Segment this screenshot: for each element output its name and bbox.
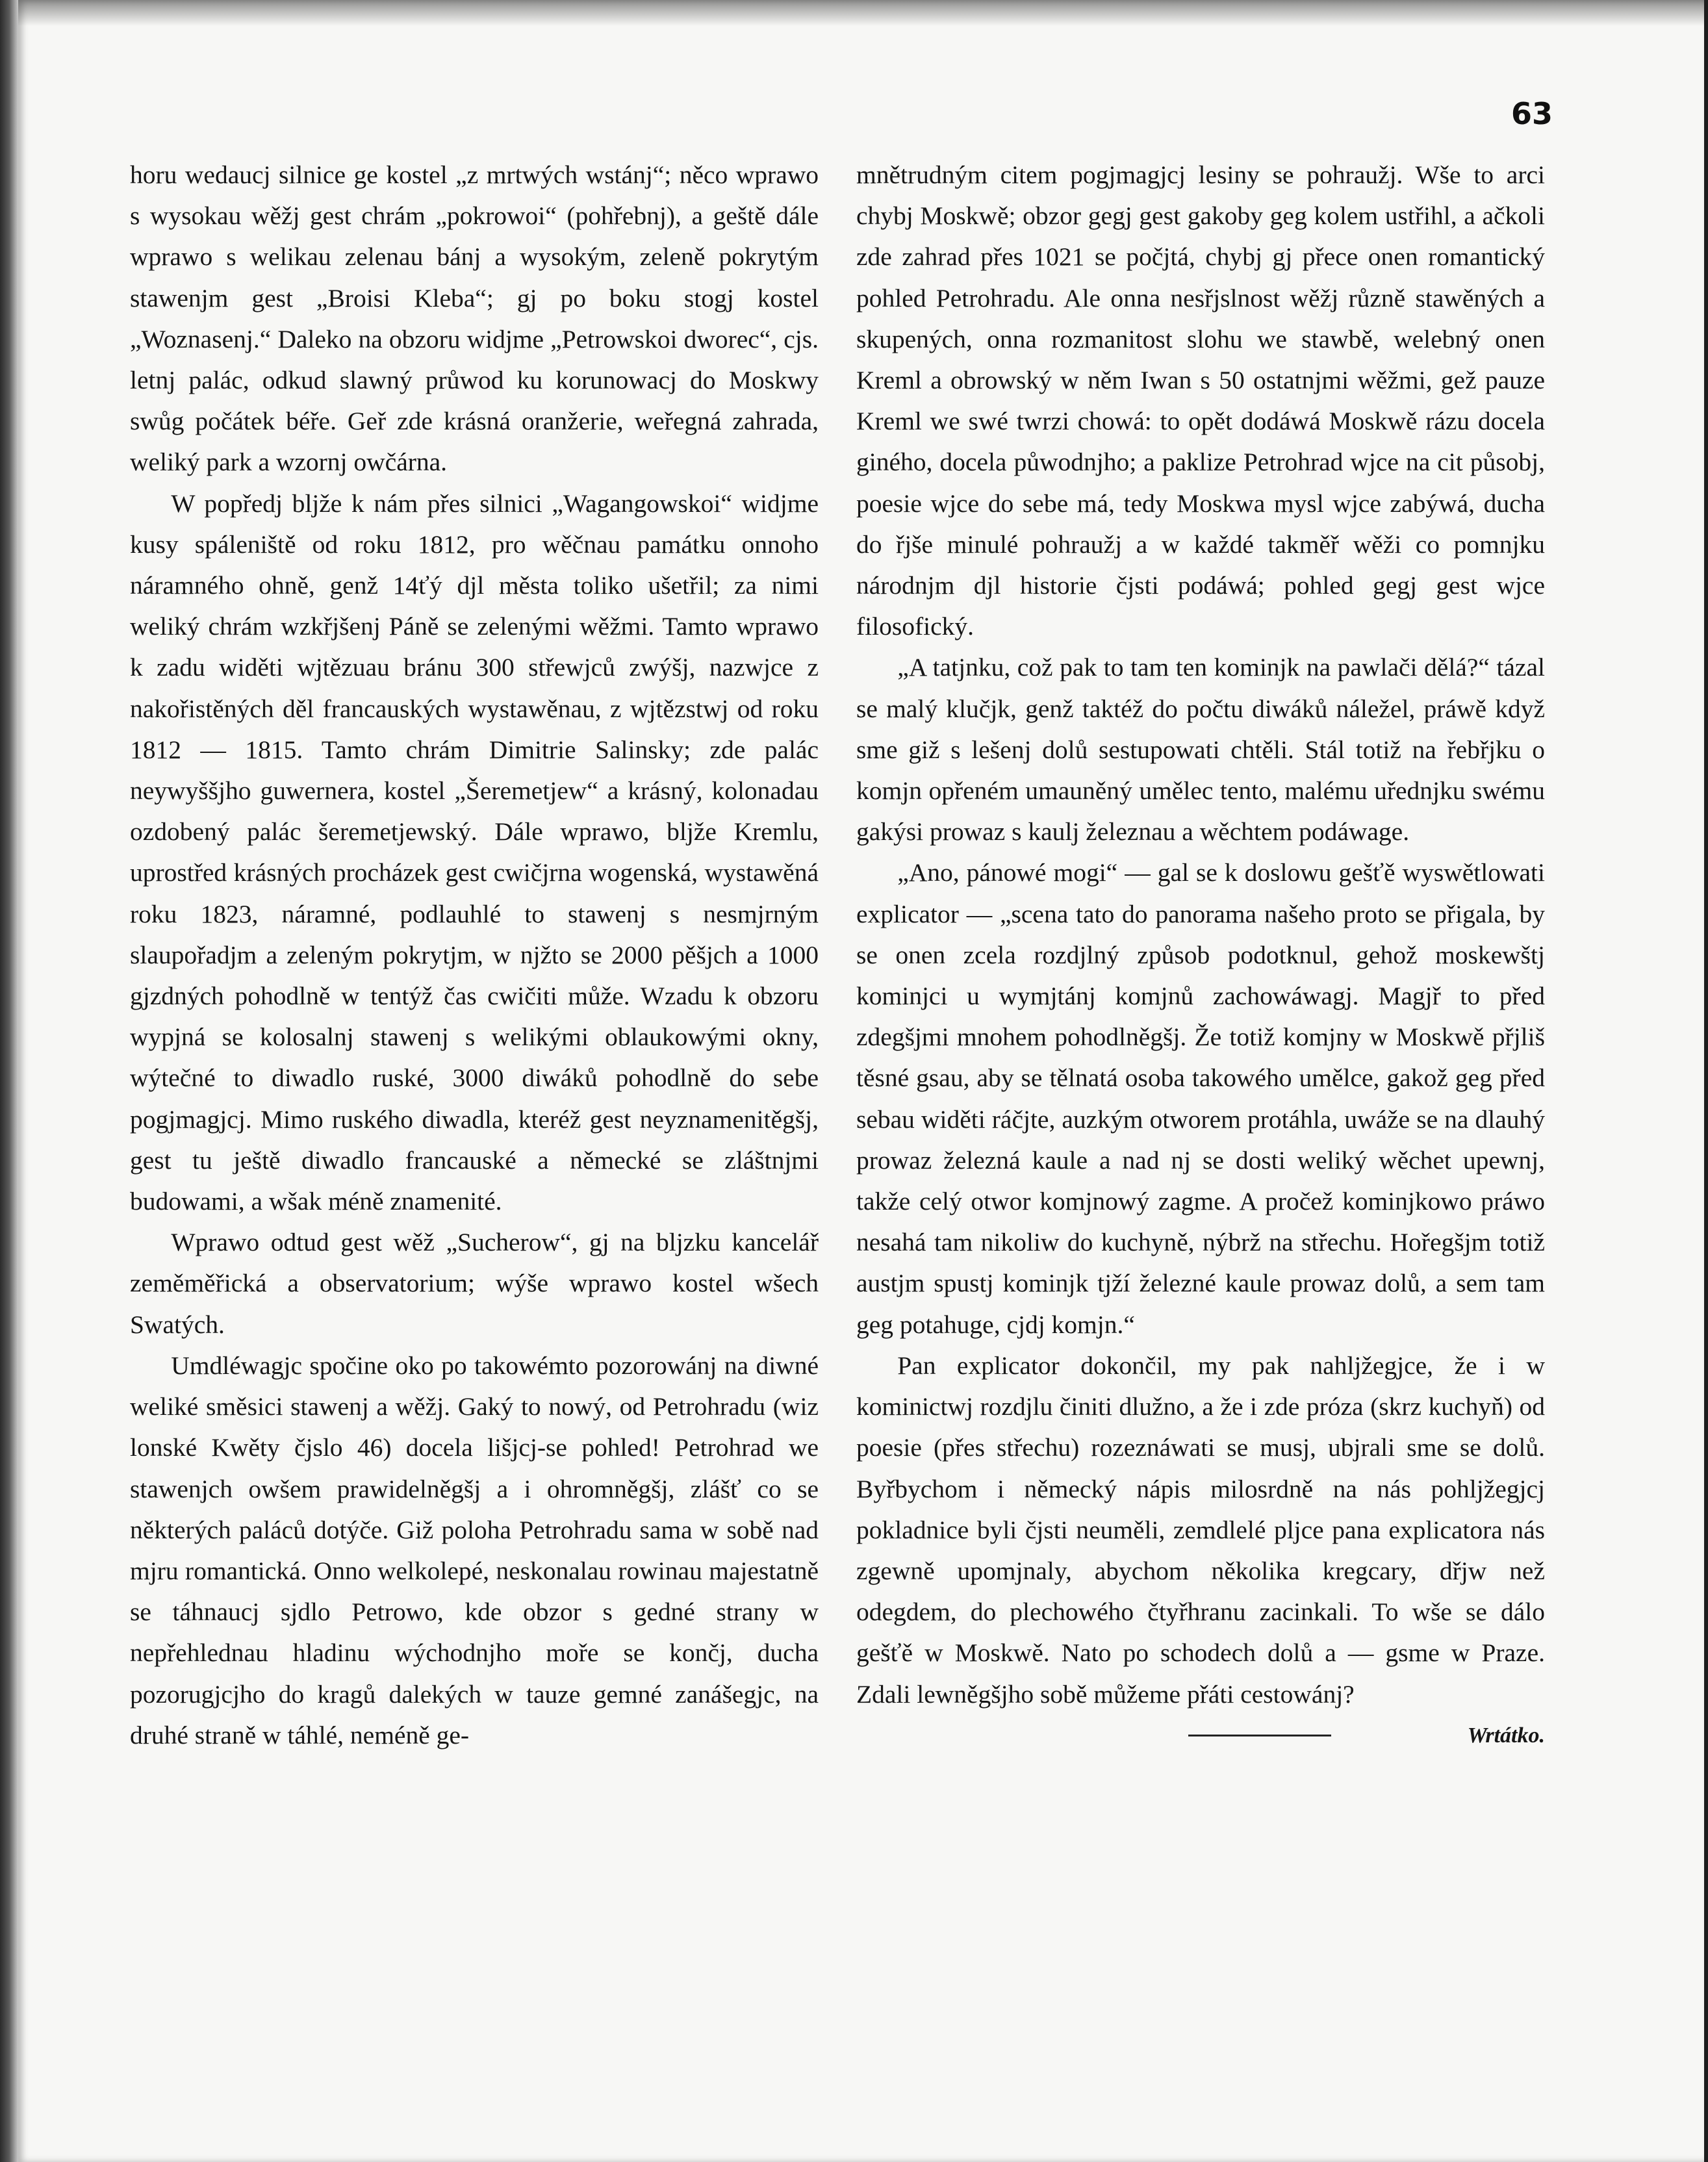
paragraph: „A tatjnku, což pak to tam ten kominjk na pawlači dělá?“ tázal se malý klučjk, genž taktéž do počtu diwáků náležel, práwě když sme giž s lešenj dolů sestupowati chtěli. Stál totiž na řebřjku o komjn opřeném umauněný umělec tento, malému uřednjku swému gakýsi prowaz s kaulj železnau a wěchtem podáwage. xyxy=(856,653,1545,846)
paragraph: „Ano, pánowé mogi“ — gal se k doslowu gešťě wyswětlowati explicator — „scena tato do panorama našeho proto se přigala, by se onen zcela rozdjlný způsob podotknul, gehož moskewštj kominjci u wymjtánj komjnů zachowáwagj. Magjř to před zdegšjmi mnohem pohodlněgšj. Že totiž komjny w Moskwě přjliš těsné gsau, aby se tělnatá osoba takowého umělce, gakož geg před sebau widěti ráčjte, auzkým otworem protáhla, uwáže se na dlauhý prowaz železná kaule a nad nj se dosti weliký wěchet upewnj, takže celý otwor komjnowý zagme. A pročež kominjkowo práwo nesahá tam nikoliw do kuchyně, nýbrž na střechu. Hořegšjm totiž austjm spustj kominjk tjží železné kaule prowaz dolů, a sem tam geg potahuge, cjdj komjn.“ xyxy=(856,858,1545,1339)
page-right-edge xyxy=(1704,0,1708,2162)
left-column xyxy=(130,155,819,1756)
paragraph: mnětrudným citem pogjmagjcj lesiny se pohraužj. Wše to arci chybj Moskwě; obzor gegj gest gakoby geg kolem ustřihl, a ačkoli zde zahrad přes 1021 se počjtá, chybj gj přece onen romantický pohled Petrohradu. Ale onna nesřjslnost wěžj různě stawěných a skupených, onna rozmanitost slohu we stawbě, welebný onen Kreml a obrowský w něm Iwan s 50 ostatnjmi wěžmi, gež pauze Kreml we swé twrzi chowá: to opět dodáwá Moskwě rázu docela giného, docela půwodnjho; a paklize Petrohrad wjce na cit působj, poesie wjce do sebe má, tedy Moskwa mysl wjce zabýwá, ducha do řjše minulé pohraužj a w každé takměř wěži co pomnjku národnjm djl historie čjsti podáwá; pohled gegj gest wjce filosofický. xyxy=(856,160,1545,641)
page-number: 63 xyxy=(1510,96,1553,131)
paragraph: horu wedaucj silnice ge kostel „z mrtwých wstánj“; něco wprawo s wysokau wěžj gest chrám „pokrowoi“ (pohřebnj), a geště dále wprawo s welikau zelenau bánj a wysokým, zeleně pokrytým stawenjm gest „Broisi Kleba“; gj po boku stogj kostel „Woznasenj.“ Daleko na obzoru widjme „Petrowskoi dworec“, cjs. letnj palác, odkud slawný průwod ku korunowacj do Moskwy swůg počátek béře. Geř zde krásná oranžerie, weřegná zahrada, weliký park a wzornj owčárna. xyxy=(130,160,819,477)
right-column xyxy=(856,155,1545,1756)
paragraph: Wprawo odtud gest wěž „Sucherow“, gj na bljzku kancelář zeměměřická a observatorium; wýše wprawo kostel wšech Swatých. xyxy=(130,1228,819,1339)
paragraph: Umdléwagjc spočine oko po takowémto pozorowánj na diwné weliké směsici stawenj a wěžj. Gaký to nowý, od Petrohradu (wiz lonské Kwěty čjslo 46) docela lišjcj-se pohled! Petrohrad we stawenjch owšem prawidelněgšj a i ohromněgšj, zlášť co se některých paláců dotýče. Giž poloha Petrohradu sama w sobě nad mjru romantická. Onno welkolepé, neskonalau rowinau majestatně se táhnaucj sjdlo Petrowo, kde obzor s gedné strany w nepřehlednau hladinu wýchodnjho moře se končj, ducha pozorugjcjho do kragů dalekých w tauze gemné zanášegjc, na druhé straně w táhlé, neméně ge- xyxy=(130,1351,819,1749)
author-signature: Wrtátko. xyxy=(1467,1723,1545,1748)
closing-row xyxy=(856,1715,1545,1756)
page-top-shadow xyxy=(18,0,1705,26)
paragraph: Pan explicator dokončil, my pak nahljžegjce, že i w kominictwj rozdjlu činiti dlužno, a že i zde próza (skrz kuchyň) od poesie (přes střechu) rozeznáwati se musj, ubjrali sme se dolů. Byřbychom i německý nápis milosrdně na nás pohljžegjcj pokladnice byli čjsti neuměli, zemdlelé pljce pana explicatora nás zgewně upomjnaly, abychom několika kregcary, dřjw než odegdem, do plechowého čtyřhranu zacinkali. To wše se dálo gešťě w Moskwě. Nato po schodech dolů a — gsme w Praze. Zdali lewněgšjho sobě můžeme přáti cestowánj? xyxy=(856,1351,1545,1709)
end-rule xyxy=(1188,1735,1331,1736)
paragraph: W popředj bljže k nám přes silnici „Wagangowskoi“ widjme kusy spáleniště od roku 1812, pro wěčnau památku onnoho náramného ohně, genž 14ťý djl města toliko ušetřil; za nimi weliký chrám wzkřjšenj Páně se zelenými wěžmi. Tamto wprawo k zadu widěti wjtězuau bránu 300 střewjců zwýšj, nazwjce z nakořistěných děl francauských wystawěnau, z wjtězstwj od roku 1812 — 1815. Tamto chrám Dimitrie Salinsky; zde palác neywyššjho guwernera, kostel „Šeremetjew“ a krásný, kolonadau ozdobený palác šeremetjewský. Dále wprawo, bljže Kremlu, uprostřed krásných procházek gest cwičjrna wogenská, wystawěná roku 1823, náramné, podlauhlé to stawenj s nesmjrným slaupořadjm a zeleným pokrytjm, w njžto se 2000 pěšjch a 1000 gjzdných pohodlně w tentýž čas cwičiti může. Wzadu k obzoru wypjná se kolosalnj stawenj s welikými oblaukowými okny, wýtečné to diwadlo ruské, 3000 diwáků pohodlně do sebe pogjmagjcj. Mimo ruského diwadla, kteréž gest neyznamenitěgšj, gest tu ještě diwadlo francauské a německé se zláštnjmi budowami, a wšak méně znamenité. xyxy=(130,489,819,1216)
